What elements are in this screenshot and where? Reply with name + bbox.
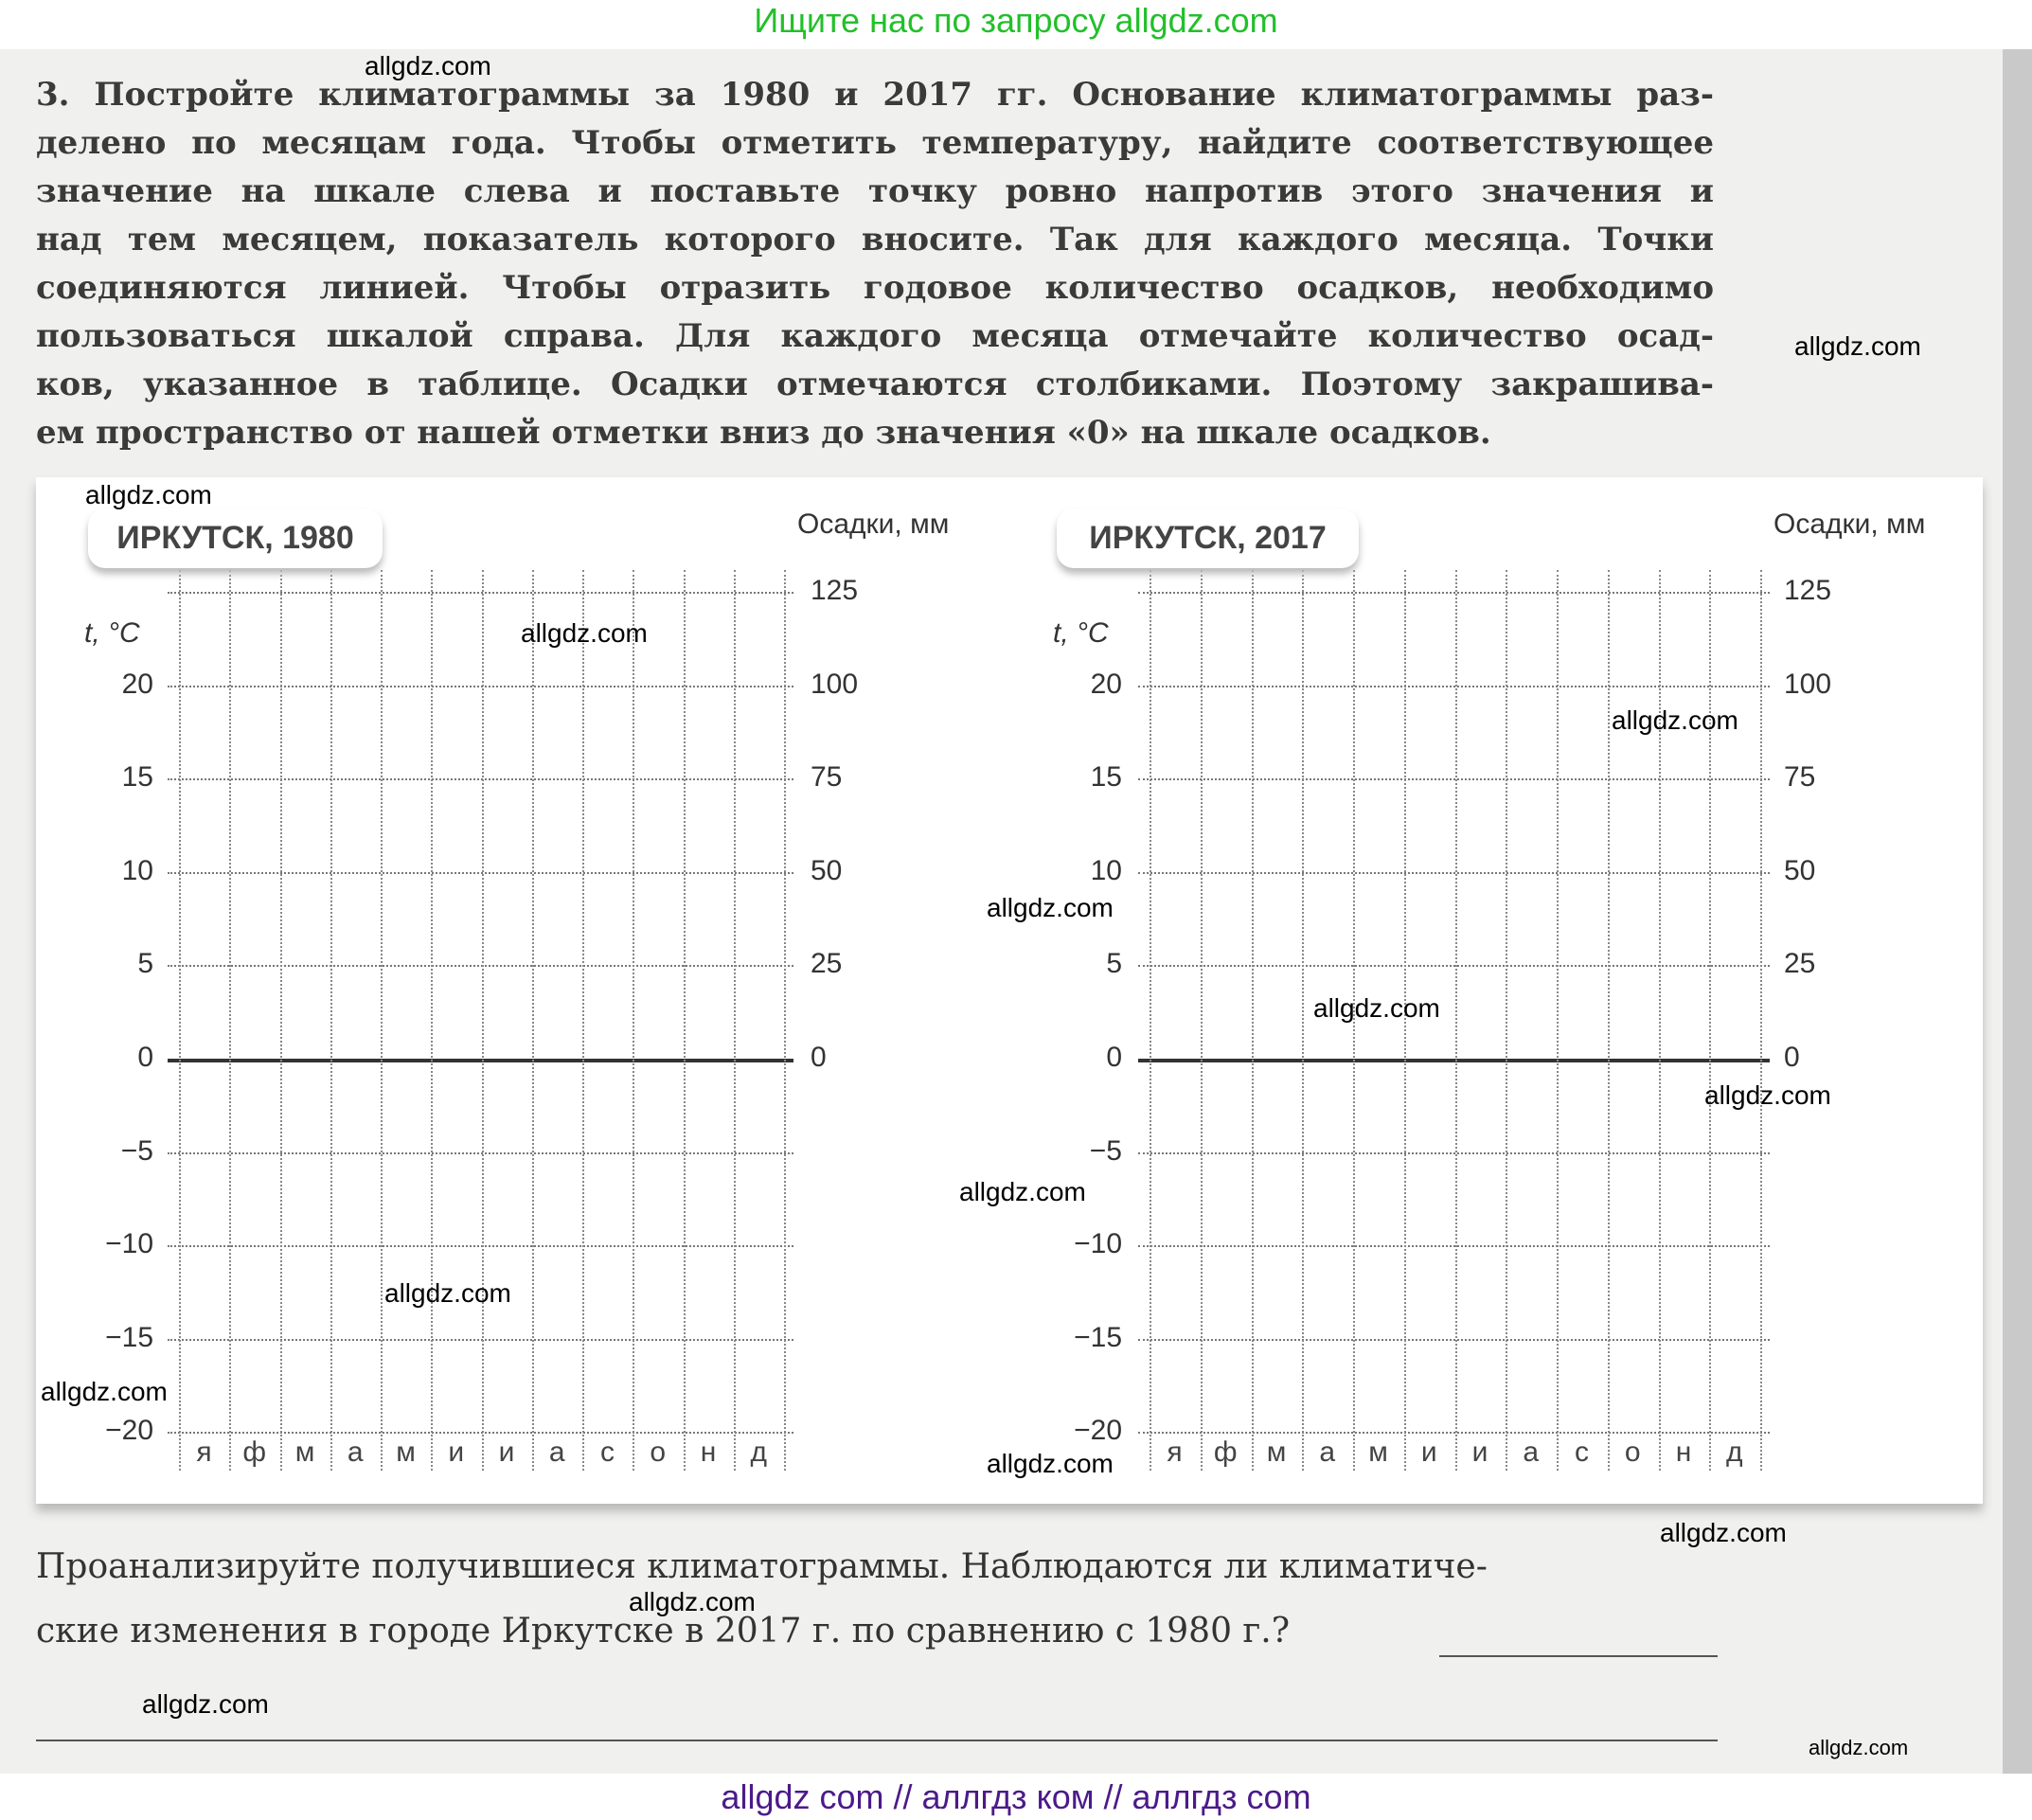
precip-tick: 50 <box>1784 854 1816 886</box>
precip-tick: 125 <box>1784 575 1832 606</box>
grid-hline <box>1138 1432 1770 1434</box>
precip-tick: 75 <box>811 761 843 794</box>
month-label: о <box>1624 1436 1641 1468</box>
grid-hline <box>168 778 793 780</box>
task-line: делено по месяцам года. Чтобы отметить температуру, найдите соответствующее <box>36 124 1714 162</box>
month-label: я <box>196 1436 212 1468</box>
temp-tick: −20 <box>1074 1415 1122 1447</box>
grid-vline <box>1557 570 1559 1471</box>
month-label: м <box>1368 1436 1388 1468</box>
precip-tick: 0 <box>811 1042 827 1073</box>
promo-footer: allgdz com // аллгдз ком // аллгдз com <box>721 1777 1311 1816</box>
temp-axis-label: t, °C <box>84 617 140 649</box>
precip-tick: 100 <box>811 668 859 700</box>
watermark-text: allgdz.com <box>142 1689 269 1719</box>
question-line: Проанализируйте получившиеся климатограммы. Наблюдаются ли климатиче- <box>36 1547 1488 1586</box>
answer-line[interactable] <box>36 1740 1718 1741</box>
task-line: 3. Постройте климатограммы за 1980 и 2017 гг. Основание климатограммы раз- <box>36 76 1714 114</box>
task-line: значение на шкале слева и поставьте точку ровно напротив этого значения и <box>36 172 1714 210</box>
grid-hline <box>1138 872 1770 874</box>
grid-hline <box>168 1339 793 1341</box>
watermark-text: allgdz.com <box>521 618 648 648</box>
chart-title: ИРКУТСК, 1980 <box>88 509 383 568</box>
grid-vline <box>229 570 231 1471</box>
grid-hline <box>1138 1245 1770 1247</box>
precip-tick: 75 <box>1784 761 1816 794</box>
precip-tick: 25 <box>811 948 843 980</box>
watermark-text: allgdz.com <box>1660 1518 1787 1547</box>
temp-tick: −10 <box>105 1228 153 1260</box>
temp-tick: 5 <box>1106 948 1122 980</box>
grid-vline <box>1455 570 1457 1471</box>
month-label: и <box>448 1436 465 1468</box>
grid-vline <box>532 570 534 1471</box>
temp-tick: 0 <box>1106 1042 1122 1073</box>
grid-vline <box>1608 570 1610 1471</box>
grid-vline <box>1506 570 1507 1471</box>
task-line: ков, указанное в таблице. Осадки отмечаются столбиками. Поэтому закрашива- <box>36 366 1714 403</box>
month-label: н <box>1675 1436 1692 1468</box>
grid-hline <box>168 872 793 874</box>
month-label: я <box>1167 1436 1183 1468</box>
month-label: а <box>548 1436 565 1468</box>
watermark-text: allgdz.com <box>1794 331 1921 361</box>
temp-tick: 5 <box>137 948 153 980</box>
month-label: н <box>700 1436 717 1468</box>
month-label: и <box>498 1436 515 1468</box>
chart-title: ИРКУТСК, 2017 <box>1057 509 1359 568</box>
task-line: ем пространство от нашей отметки вниз до значения «0» на шкале осадков. <box>36 414 1491 452</box>
watermark-text: allgdz.com <box>1809 1736 1909 1759</box>
watermark-text: allgdz.com <box>629 1587 756 1616</box>
month-label: с <box>1575 1436 1589 1468</box>
month-label: а <box>347 1436 364 1468</box>
grid-hline <box>168 1245 793 1247</box>
question-line: ские изменения в городе Иркутске в 2017 г. по сравнению с 1980 г.? <box>36 1612 1291 1650</box>
page-edge <box>2003 49 2032 1774</box>
watermark-text: allgdz.com <box>987 1449 1114 1478</box>
precip-axis-label: Осадки, мм <box>797 509 950 540</box>
month-label: ф <box>242 1436 267 1468</box>
watermark-text: allgdz.com <box>1612 705 1738 735</box>
month-label: и <box>1471 1436 1488 1468</box>
temp-tick: −5 <box>1089 1134 1122 1167</box>
grid-vline <box>734 570 736 1471</box>
temp-tick: −15 <box>105 1321 153 1353</box>
grid-vline <box>280 570 282 1471</box>
watermark-text: allgdz.com <box>365 51 491 80</box>
month-label: ф <box>1213 1436 1238 1468</box>
temp-tick: 20 <box>1090 668 1122 700</box>
precip-tick: 125 <box>811 575 859 606</box>
task-line: пользоваться шкалой справа. Для каждого месяца отмечайте количество осад- <box>36 317 1714 355</box>
month-label: м <box>1266 1436 1287 1468</box>
watermark-text: allgdz.com <box>1313 993 1440 1023</box>
task-line: над тем месяцем, показатель которого вносите. Так для каждого месяца. Точки <box>36 221 1714 259</box>
grid-vline <box>431 570 433 1471</box>
climatogram-panel <box>36 477 1983 1504</box>
grid-vline <box>330 570 332 1471</box>
temp-tick: 10 <box>121 854 153 886</box>
task-line: соединяются линией. Чтобы отразить годовое количество осадков, необходимо <box>36 269 1714 307</box>
watermark-text: allgdz.com <box>85 480 212 509</box>
zero-line <box>168 1059 793 1062</box>
precip-tick: 0 <box>1784 1042 1800 1073</box>
month-label: и <box>1420 1436 1437 1468</box>
temp-tick: 15 <box>1090 761 1122 794</box>
month-label: о <box>650 1436 667 1468</box>
precip-tick: 50 <box>811 854 843 886</box>
grid-hline <box>1138 686 1770 687</box>
grid-vline <box>1150 570 1151 1471</box>
grid-vline <box>482 570 484 1471</box>
grid-vline <box>784 570 786 1471</box>
grid-vline <box>1201 570 1203 1471</box>
temp-tick: 0 <box>137 1042 153 1073</box>
zero-line <box>1138 1059 1770 1062</box>
temp-tick: −20 <box>105 1415 153 1447</box>
precip-axis-label: Осадки, мм <box>1774 509 1926 540</box>
precip-tick: 25 <box>1784 948 1816 980</box>
month-label: с <box>600 1436 615 1468</box>
grid-vline <box>1302 570 1304 1471</box>
month-label: д <box>1725 1436 1743 1468</box>
grid-hline <box>168 965 793 967</box>
temp-tick: −5 <box>120 1134 153 1167</box>
grid-hline <box>1138 1339 1770 1341</box>
temp-tick: −15 <box>1074 1321 1122 1353</box>
watermark-text: allgdz.com <box>959 1177 1086 1206</box>
grid-vline <box>381 570 383 1471</box>
grid-vline <box>684 570 686 1471</box>
grid-vline <box>1252 570 1254 1471</box>
precip-tick: 100 <box>1784 668 1832 700</box>
temp-tick: −10 <box>1074 1228 1122 1260</box>
watermark-text: allgdz.com <box>987 893 1114 922</box>
grid-vline <box>179 570 181 1471</box>
grid-hline <box>1138 965 1770 967</box>
month-label: д <box>750 1436 767 1468</box>
grid-vline <box>582 570 584 1471</box>
grid-hline <box>168 1432 793 1434</box>
grid-hline <box>168 592 793 594</box>
grid-hline <box>1138 1152 1770 1154</box>
grid-hline <box>1138 592 1770 594</box>
grid-hline <box>168 1152 793 1154</box>
grid-hline <box>1138 778 1770 780</box>
month-label: м <box>396 1436 416 1468</box>
month-label: м <box>294 1436 315 1468</box>
temp-axis-label: t, °C <box>1053 617 1109 649</box>
temp-tick: 15 <box>121 761 153 794</box>
temp-tick: 10 <box>1090 854 1122 886</box>
grid-hline <box>168 686 793 687</box>
promo-header: Ищите нас по запросу allgdz.com <box>754 1 1278 40</box>
month-label: а <box>1319 1436 1336 1468</box>
answer-line[interactable] <box>1439 1655 1718 1657</box>
temp-tick: 20 <box>121 668 153 700</box>
watermark-text: allgdz.com <box>1704 1080 1831 1110</box>
watermark-text: allgdz.com <box>41 1377 168 1406</box>
watermark-text: allgdz.com <box>384 1278 511 1308</box>
grid-vline <box>1760 570 1762 1471</box>
month-label: а <box>1523 1436 1540 1468</box>
grid-vline <box>633 570 634 1471</box>
